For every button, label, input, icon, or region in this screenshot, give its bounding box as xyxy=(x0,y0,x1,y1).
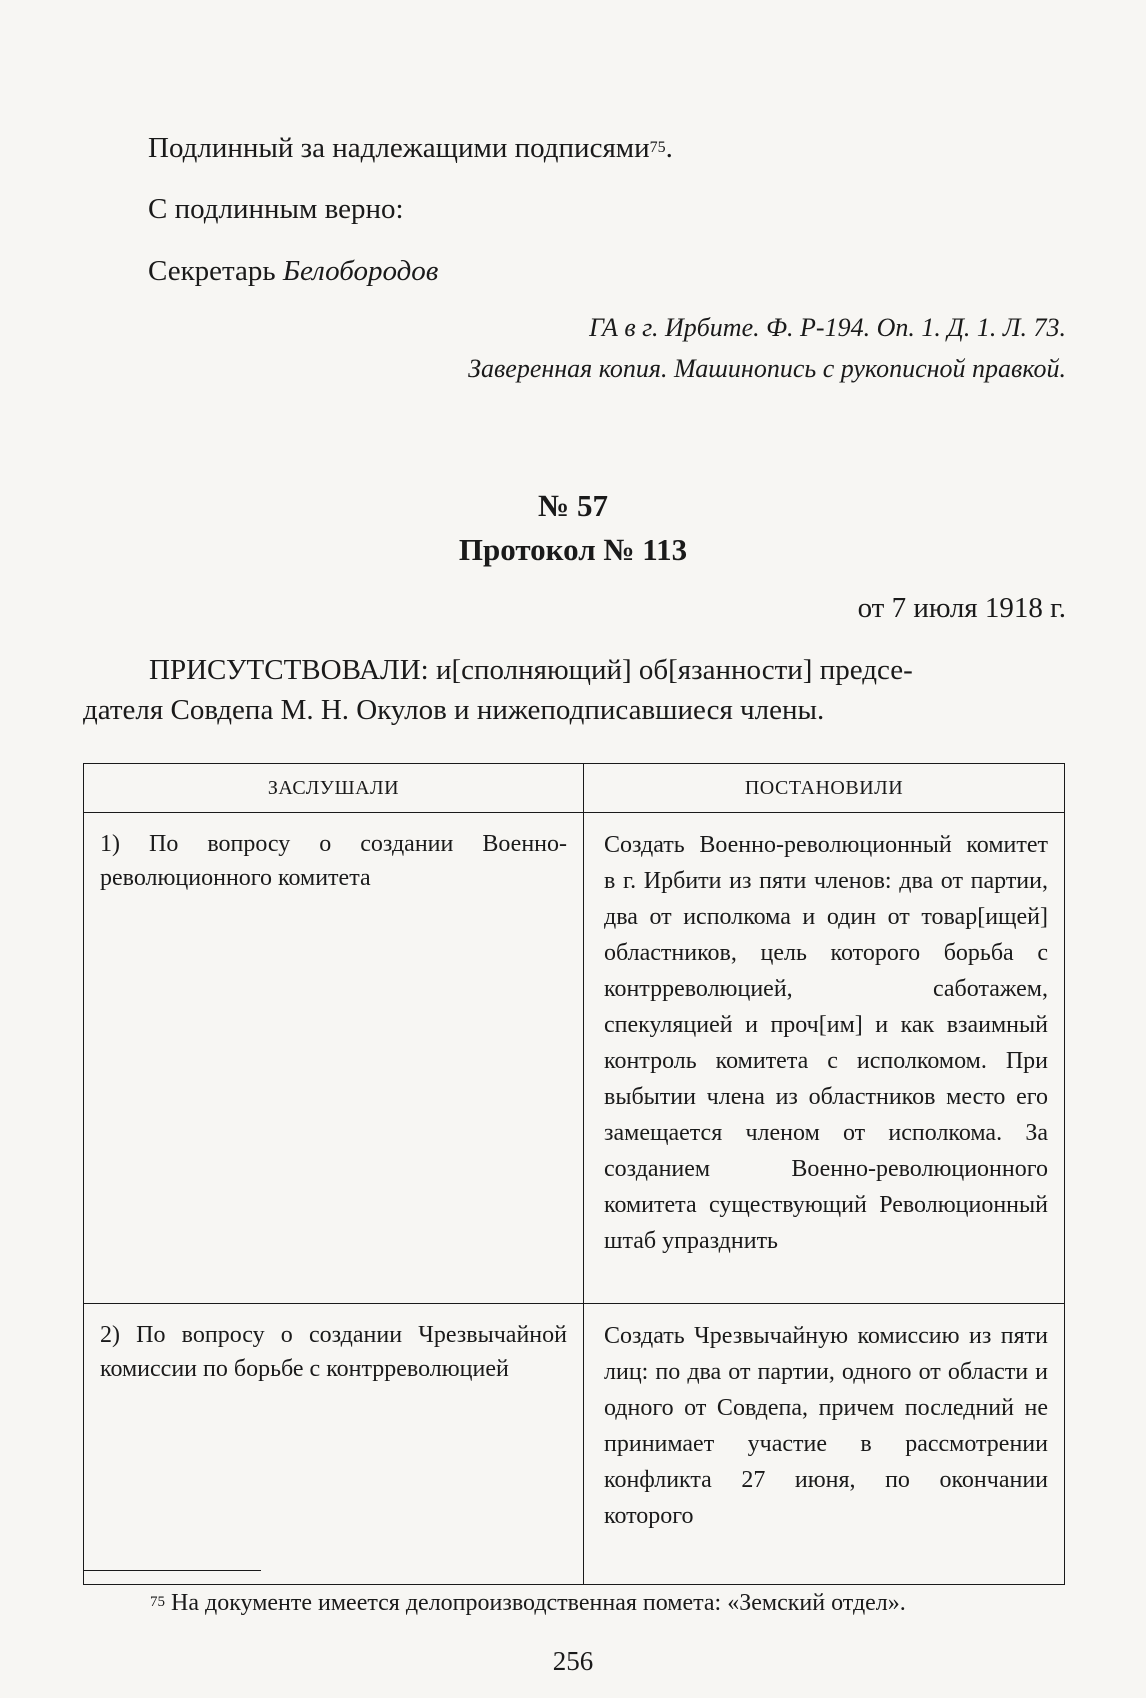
secretary-line xyxy=(148,253,438,289)
column-header-heard: ЗАСЛУШАЛИ xyxy=(84,764,584,813)
attendance-line-1: ПРИСУТСТВОВАЛИ: и[сполняющий] об[язанности] предсе- xyxy=(149,654,913,686)
attendance-paragraph xyxy=(83,650,1066,730)
footnote xyxy=(150,1590,906,1617)
footnote-separator xyxy=(83,1570,261,1571)
certified-copy-line: С подлинным верно: xyxy=(148,193,404,225)
document-date: от 7 июля 1918 г. xyxy=(857,592,1066,624)
secretary-label: Секретарь xyxy=(148,255,283,287)
footnote-ref-mark[interactable]: 75 xyxy=(649,139,666,156)
footnote-number: 75 xyxy=(150,1594,165,1610)
archive-reference: ГА в г. Ирбите. Ф. Р-194. Оп. 1. Д. 1. Л. 73. xyxy=(589,313,1066,342)
signature-note-period: . xyxy=(665,132,673,164)
attendance-line-2: дателя Совдепа М. Н. Окулов и нижеподписавшиеся члены. xyxy=(83,694,825,726)
table-header-row xyxy=(84,764,1065,813)
column-header-decided: ПОСТАНОВИЛИ xyxy=(584,764,1065,813)
heard-cell: 1) По вопросу о создании Военно-революционного комитета xyxy=(84,813,584,1304)
table-row xyxy=(84,813,1065,1304)
signature-note xyxy=(148,130,673,171)
heard-cell: 2) По вопросу о создании Чрезвычайной комиссии по борьбе с контрреволюцией xyxy=(84,1304,584,1585)
minutes-table xyxy=(83,763,1065,1585)
table-row xyxy=(84,1304,1065,1585)
document-title: Протокол № 113 xyxy=(458,532,688,567)
signature-note-text: Подлинный за надлежащими подписями xyxy=(148,132,650,164)
decided-cell: Создать Военно-революционный комитет в г. Ирбити из пяти членов: два от партии, два от исполкома и один от товар[ищей] областников, цель которого борьба с контрреволюцией, саботажем, спекуляцией и проч[им] и как взаимный контроль комитета с исполкомом. При выбытии члена из областников место его замещается членом от исполкома. За созданием Военно-революционного комитета существующий Революционный штаб упразднить xyxy=(584,813,1065,1304)
page-number: 256 xyxy=(552,1646,594,1676)
secretary-name: Белобородов xyxy=(282,255,439,287)
copy-description: Заверенная копия. Машинопись с рукописной правкой. xyxy=(468,354,1066,383)
document-number: № 57 xyxy=(538,488,608,523)
decided-cell: Создать Чрезвычайную комиссию из пяти лиц: по два от партии, одного от области и одного от Совдепа, причем последний не принимает участие в рассмотрении конфликта 27 июня, по окончании которого xyxy=(584,1304,1065,1585)
footnote-text: На документе имеется делопроизводственная помета: «Земский отдел». xyxy=(165,1590,906,1616)
